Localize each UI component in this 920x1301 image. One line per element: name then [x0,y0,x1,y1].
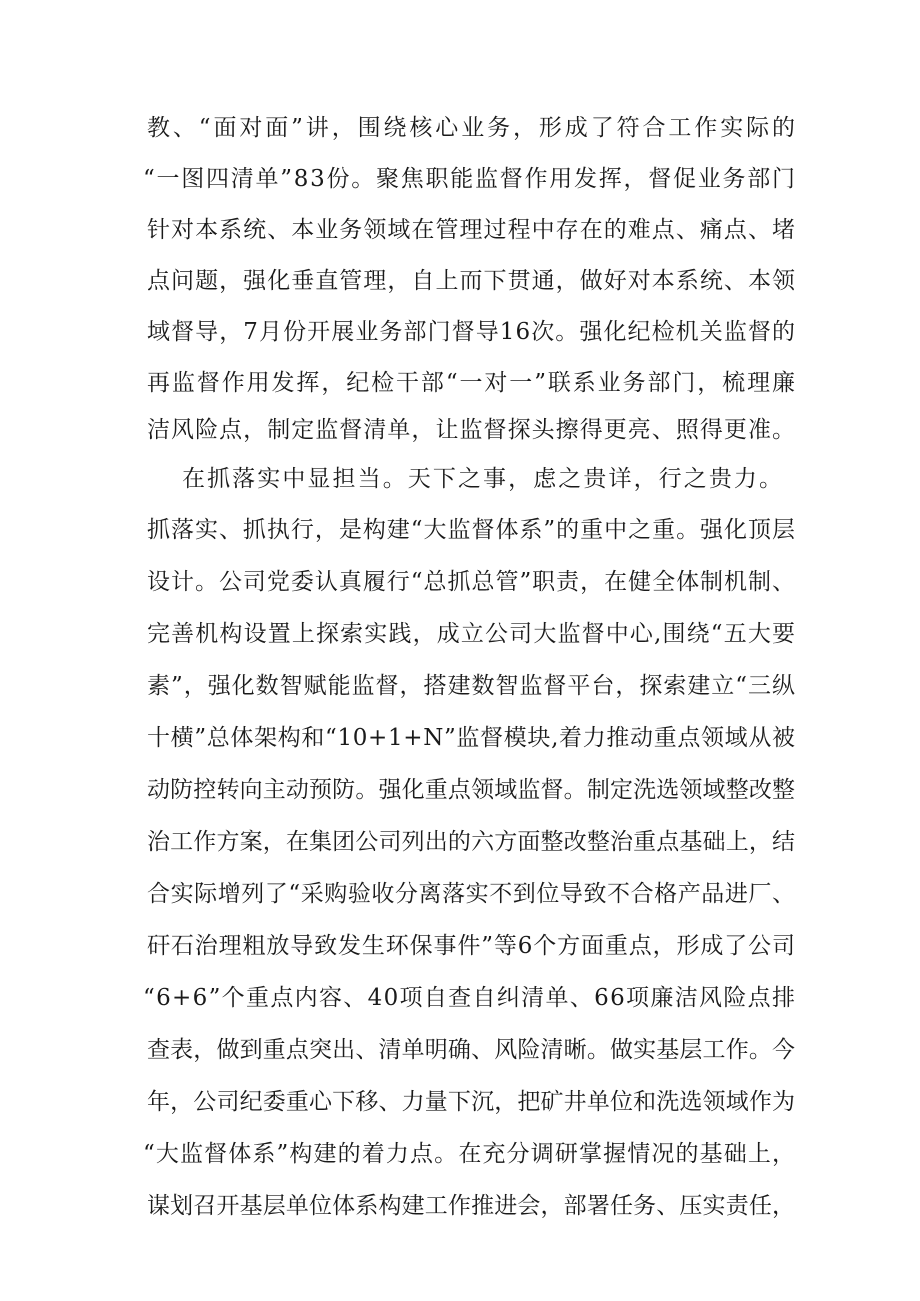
text-line-22: 谋划召开基层单位体系构建工作推进会，部署任务、压实责任， [147,1193,796,1219]
text-line-18: “6+6”个重点内容、40项自查自纠清单、66项廉洁风险点排 [143,985,797,1011]
text-line-16: 合实际增列了“采购验收分离落实不到位导致不合格产品进厂、 [147,881,796,907]
text-line-17: 矸石治理粗放导致发生环保事件”等6个方面重点，形成了公司 [147,933,796,959]
text-line-19: 查表，做到重点突出、清单明确、风险清晰。做实基层工作。今 [147,1037,796,1063]
text-line-15: 治工作方案，在集团公司列出的六方面整改整治重点基础上，结 [147,829,796,855]
text-line-10: 设计。公司党委认真履行“总抓总管”职责，在健全体制机制、 [147,569,796,595]
text-line-13: 十横”总体架构和“10+1+N”监督模块,着力推动重点领域从被 [147,725,796,751]
text-line-3: 针对本系统、本业务领域在管理过程中存在的难点、痛点、堵 [147,217,797,243]
text-line-14: 动防控转向主动预防。强化重点领域监督。制定洗选领域整改整 [147,777,796,803]
text-line-5: 域督导，7月份开展业务部门督导16次。强化纪检机关监督的 [147,319,797,345]
text-line-8: 在抓落实中显担当。天下之事，虑之贵详，行之贵力。 [182,466,785,492]
text-line-6: 再监督作用发挥，纪检干部“一对一”联系业务部门，梳理廉 [147,370,797,396]
text-line-1: 教、“面对面”讲，围绕核心业务，形成了符合工作实际的 [147,115,798,141]
text-line-7: 洁风险点，制定监督清单，让监督探头擦得更亮、照得更准。 [147,417,797,443]
text-line-9: 抓落实、抓执行，是构建“大监督体系”的重中之重。强化顶层 [147,517,796,543]
text-line-2: “一图四清单”83份。聚焦职能监督作用发挥，督促业务部门 [143,166,797,192]
text-line-4: 点问题，强化垂直管理，自上而下贯通，做好对本系统、本领 [147,268,797,294]
text-line-12: 素”，强化数智赋能监督，搭建数智监督平台，探索建立“三纵 [147,673,796,699]
text-line-21: “大监督体系”构建的着力点。在充分调研掌握情况的基础上， [143,1141,797,1167]
text-line-20: 年，公司纪委重心下移、力量下沉，把矿井单位和洗选领域作为 [147,1089,796,1115]
text-line-11: 完善机构设置上探索实践，成立公司大监督中心,围绕“五大要 [147,621,797,647]
